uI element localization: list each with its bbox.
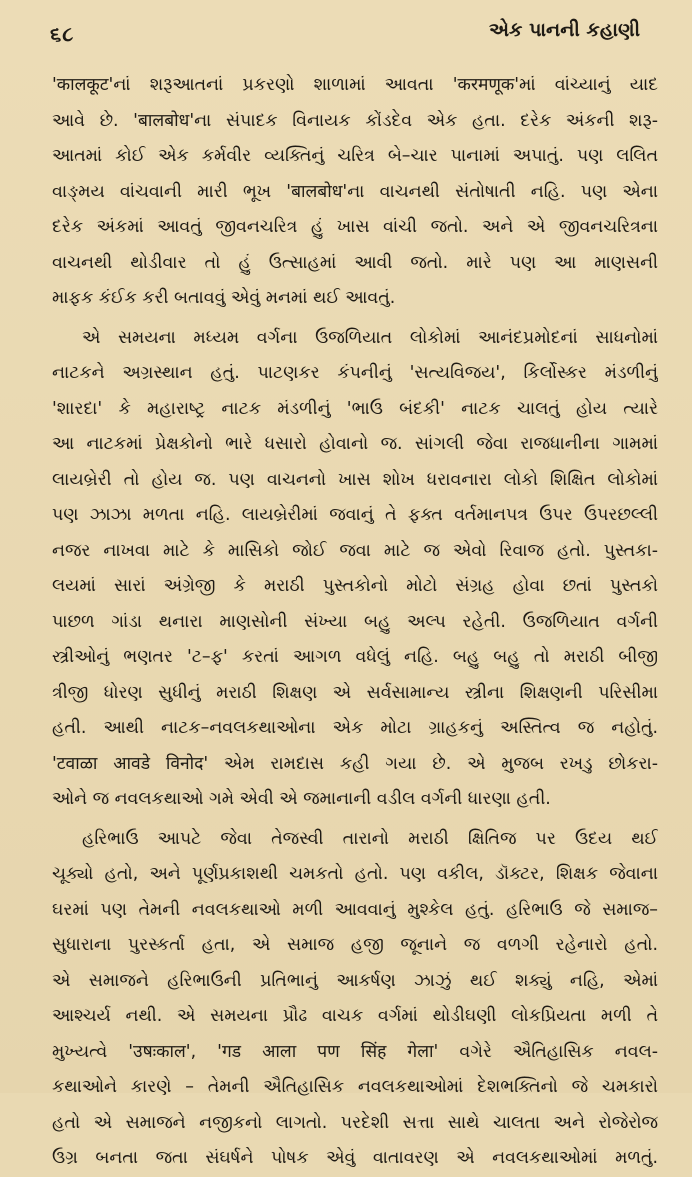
text-line: ચૂક્યો હતો, અને પૂર્ણપ્રકાશથી ચમકતો હતો. પણ વકીલ, ડૉક્ટર, શિક્ષક જેવાના (52, 864, 658, 884)
text-line: મુખ્યત્વે 'उषःकाल', 'गड आला पण सिंह गेला' વગેરે ઐતિહાસિક નવલ- (52, 1041, 658, 1062)
paragraph-1 (52, 68, 658, 317)
text-line: 'कालकूट'નાં શરૂઆતનાં પ્રકરણો શાળામાં આવતા 'करमणूक'માં વાંચ્યાનું યાદ (52, 75, 658, 95)
text-line: ત્રીજી ધોરણ સુધીનું મરાઠી શિક્ષણ એ સર્વસામાન્ય સ્ત્રીના શિક્ષણની પરિસીમા (52, 682, 658, 703)
text-line: ઉગ્ર બનતા જતા સંઘર્ષને પોષક એવું વાતાવરણ એ નવલકથાઓમાં મળતું. (52, 1148, 658, 1168)
text-line: આશ્ચર્ય નથી. એ સમયના પ્રૌઢ વાચક વર્ગમાં થોડીઘણી લોકપ્રિયતા મળી તે (52, 1006, 658, 1026)
running-title: એક પાનની કહાણી (489, 19, 640, 41)
text-line: હતી. આથી નાટક–નવલકથાઓના એક મોટા ગ્રાહકનું અસ્તિત્વ જ નહોતું. (52, 718, 658, 738)
text-line: લાયબ્રેરી તો હોય જ. પણ વાચનનો ખાસ શોખ ધરાવનારા લોકો શિક્ષિત લોકોમાં (52, 469, 658, 490)
text-line: નાટકને અગ્રસ્થાન હતું. પાટણકર કંપનીનું 'સત્યવિજય', કિર્લોસ્કર મંડળીનું (52, 363, 658, 383)
page-number: ૬૮ (50, 22, 75, 46)
text-line: નજર નાખવા માટે કે માસિકો જોઈ જવા માટે જ એવો રિવાજ હતો. પુસ્તકા- (52, 540, 658, 561)
text-line: એ સમાજને હરિભાઉની પ્રતિભાનું આકર્ષણ ઝાઝું થઈ શક્યું નહિ, એમાં (52, 970, 658, 991)
text-line: પણ ઝાઝા મળતા નહિ. લાયબ્રેરીમાં જવાનું તે ફક્ત વર્તમાનપત્ર ઉપર ઉપરછલ્લી (52, 505, 658, 525)
paragraph-3 (52, 822, 658, 1177)
text-line: વાઙ્મય વાંચવાની મારી ભૂખ 'बालबोध'ના વાચનથી સંતોષાતી નહિ. પણ એના (52, 181, 658, 202)
paragraph-2 (52, 321, 658, 818)
text-line: આવે છે. 'बालबोध'ના સંપાદક વિનાયક કોંડદેવ એક હતા. દરેક અંકની શરૂ- (52, 110, 658, 131)
text-line: ઘરમાં પણ તેમની નવલકથાઓ મળી આવવાનું મુશ્કેલ હતું. હરિભાઉ જે સમાજ– (52, 899, 658, 920)
text-line: 'શારદા' કે મહારાષ્ટ્ર નાટક મંડળીનું 'ભાઉ બંદકી' નાટક ચાલતું હોય ત્યારે (52, 398, 658, 419)
text-line: સુધારાના પુરસ્કર્તા હતા, એ સમાજ હજી જૂનાને જ વળગી રહેનારો હતો. (52, 935, 658, 955)
text-line: દરેક અંકમાં આવતું જીવનચરિત્ર હું ખાસ વાંચી જતો. અને એ જીવનચરિત્રના (52, 217, 658, 237)
text-line: વાચનથી થોડીવાર તો હું ઉત્સાહમાં આવી જતો. મારે પણ આ માણસની (52, 252, 658, 273)
text-line: હતો એ સમાજને નજીકનો લાગતો. પરદેશી સત્તા સાથે ચાલતા અને રોજેરોજ (52, 1112, 658, 1133)
text-line: કથાઓને કારણે – તેમની ઐતિહાસિક નવલકથાઓમાં દેશભક્તિનો જે ચમકારો (52, 1077, 658, 1097)
text-line: ઓને જ નવલકથાઓ ગમે એવી એ જમાનાની વડીલ વર્ગની ધારણા હતી. (52, 789, 551, 809)
text-line: 'टवाळा आवडे विनोद' એમ રામદાસ કહી ગયા છે. એ મુજબ રખડુ છોકરા- (52, 753, 658, 774)
text-line: લયમાં સારાં અંગ્રેજી કે મરાઠી પુસ્તકોનો મોટો સંગ્રહ હોવા છતાં પુસ્તકો (52, 576, 658, 596)
text-line: માફક કંઈક કરી બતાવવું એવું મનમાં થઈ આવતું. (52, 288, 396, 308)
text-line: એ સમયના મધ્યમ વર્ગના ઉજળિયાત લોકોમાં આનંદપ્રમોદનાં સાધનોમાં (82, 327, 658, 348)
text-line: આતમાં કોઈ એક કર્મવીર વ્યક્તિનું ચરિત્ર બે–ચાર પાનામાં અપાતું. પણ લલિત (52, 146, 658, 166)
text-line: હરિભાઉ આપટે જેવા તેજસ્વી તારાનો મરાઠી ક્ષિતિજ પર ઉદય થઈ (82, 828, 658, 849)
text-line: સ્ત્રીઓનું ભણતર 'ટ–ફ' કરતાં આગળ વધેલું નહિ. બહુ બહુ તો મરાઠી બીજી (52, 647, 658, 667)
text-line: આ નાટકમાં પ્રેક્ષકોનો ભારે ધસારો હોવાનો જ. સાંગલી જેવા રાજધાનીના ગામમાં (52, 434, 658, 454)
text-line: પાછળ ગાંડા થનારા માણસોની સંખ્યા બહુ અલ્પ રહેતી. ઉજળિયાત વર્ગની (52, 611, 658, 632)
body-text (52, 68, 658, 1177)
